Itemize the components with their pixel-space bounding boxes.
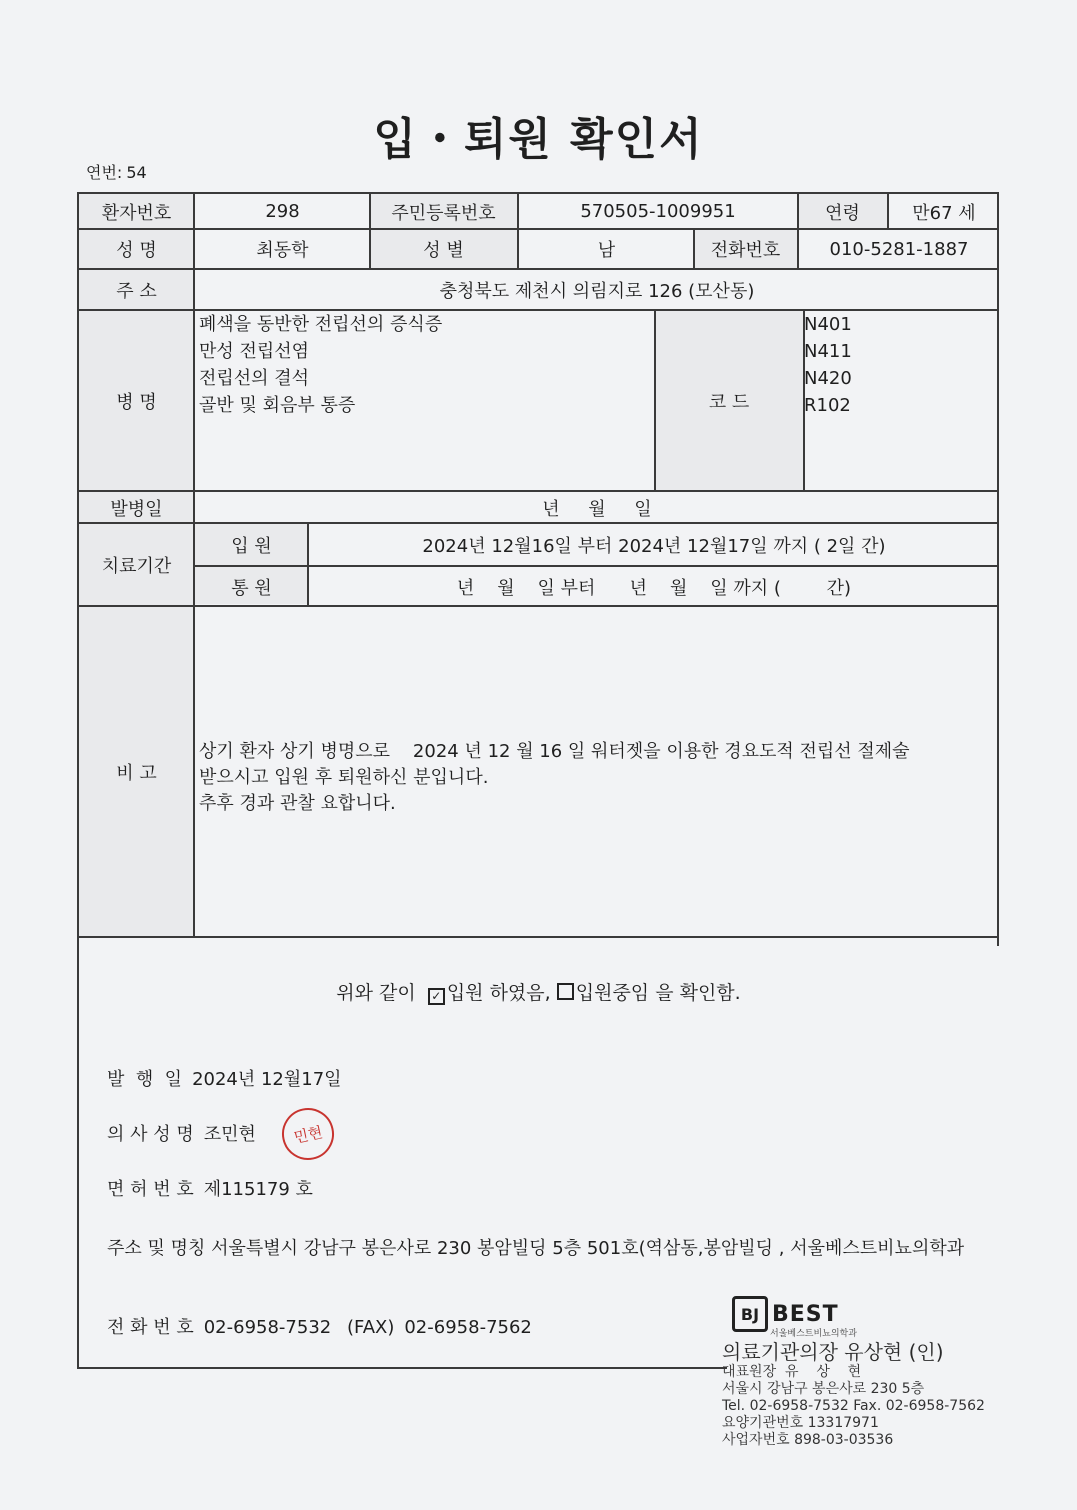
diagnosis-list — [199, 311, 649, 419]
clinic-business-number-line: 사업자번호 898-03-03536 — [722, 1432, 894, 1448]
issue-date-row — [107, 1065, 342, 1091]
phone-row — [107, 1313, 532, 1339]
code-item: N411 — [804, 341, 852, 362]
remarks-line: 받으시고 입원 후 퇴원하신 분입니다. — [199, 767, 489, 788]
option-hospitalized: 입원중임 — [575, 982, 650, 1004]
name-value: 최동학 — [256, 240, 309, 261]
confirmation-prefix: 위와 같이 — [336, 982, 422, 1004]
issue-date-value: 2024년 12월17일 — [192, 1069, 342, 1090]
phone-label: 전화번호 — [710, 240, 781, 261]
diagnosis-item: 골반 및 회음부 통증 — [199, 395, 356, 416]
clinic-logo-subtitle: 서울베스트비뇨의학과 — [770, 1329, 857, 1339]
inpatient-period: 2024년 12월16일 부터 2024년 12월17일 까지 ( 2일 간) — [422, 535, 886, 557]
outpatient-label: 통 원 — [231, 577, 272, 599]
sex-label: 성 별 — [423, 240, 464, 261]
address-label: 주 소 — [116, 281, 157, 302]
address-value: 충청북도 제천시 의림지로 126 (모산동) — [439, 281, 755, 302]
age-label: 연령 — [825, 202, 860, 224]
diagnosis-item: 전립선의 결석 — [199, 368, 310, 389]
rrn-label: 주민등록번호 — [391, 202, 496, 224]
fax-value: 02-6958-7562 — [404, 1317, 532, 1338]
code-item: R102 — [804, 395, 851, 416]
clinic-director-line: 대표원장 유 상 현 — [722, 1364, 862, 1380]
remarks-label: 비 고 — [116, 762, 157, 784]
license-value: 제115179 호 — [203, 1179, 313, 1200]
license-label: 면 허 번 호 — [107, 1179, 194, 1200]
fax-label: (FAX) — [346, 1317, 395, 1338]
remarks-line: 추후 경과 관찰 요합니다. — [199, 793, 396, 814]
phone-value: 010-5281-1887 — [829, 238, 969, 260]
doctor-name: 조민현 — [203, 1124, 256, 1145]
patient-id-value: 298 — [265, 201, 300, 222]
issuer-address-label: 주소 및 명칭 — [107, 1238, 206, 1259]
serial-label: 연번: — [86, 163, 123, 182]
serial-number — [82, 160, 147, 183]
diagnosis-item: 폐색을 동반한 전립선의 증식증 — [199, 314, 443, 335]
clinic-logo-name: BEST — [772, 1301, 839, 1327]
record-table — [77, 192, 999, 938]
rrn-value: 570505-1009951 — [580, 201, 736, 222]
issuer-phone-label: 전 화 번 호 — [107, 1317, 194, 1338]
issuer-address-value: 서울특별시 강남구 봉은사로 230 봉암빌딩 5층 501호(역삼동,봉암빌딩 , 서울베스트비뇨의학과 — [211, 1238, 965, 1259]
license-row — [107, 1175, 313, 1201]
doctor-row — [107, 1120, 256, 1146]
sex-value: 남 — [597, 240, 616, 261]
age-value: 만67 세 — [912, 202, 976, 224]
code-label: 코 드 — [708, 392, 750, 413]
clinic-address-line: 서울시 강남구 봉은사로 230 5층 — [722, 1381, 925, 1397]
inpatient-label: 입 원 — [231, 535, 272, 557]
diagnosis-label: 병 명 — [116, 392, 157, 413]
issuer-phone-value: 02-6958-7532 — [203, 1317, 332, 1338]
doctor-seal-stamp: 민현 — [277, 1103, 339, 1165]
checkbox-admitted-checked-icon: ✓ — [428, 988, 445, 1005]
name-label: 성 명 — [116, 240, 157, 261]
issuer-address — [80, 1236, 995, 1262]
document-title: 입・퇴원 확인서 — [373, 114, 704, 165]
option-admitted: 입원 하였음, — [446, 982, 551, 1004]
serial-value: 54 — [126, 163, 147, 182]
clinic-contact-line: Tel. 02-6958-7532 Fax. 02-6958-7562 — [722, 1398, 985, 1414]
onset-label: 발병일 — [110, 498, 163, 520]
onset-value: 년 월 일 — [542, 498, 652, 520]
treatment-label: 치료기간 — [101, 556, 172, 577]
code-list — [804, 311, 994, 419]
clinic-head-line: 의료기관의장 유상현 (인) — [722, 1340, 944, 1364]
clinic-seal — [722, 1340, 985, 1449]
doctor-label: 의 사 성 명 — [107, 1124, 194, 1145]
confirmation-suffix: 을 확인함. — [649, 982, 741, 1004]
patient-id-label: 환자번호 — [101, 202, 172, 224]
diagnosis-item: 만성 전립선염 — [199, 341, 310, 362]
issue-date-label: 발 행 일 — [107, 1069, 183, 1090]
clinic-logo-icon: BJ — [732, 1296, 768, 1332]
confirmation-statement — [0, 978, 1077, 1005]
remarks-text — [199, 739, 999, 817]
code-item: N420 — [804, 368, 852, 389]
code-item: N401 — [804, 314, 852, 335]
outpatient-period: 년 월 일 부터 년 월 일 까지 ( 간) — [456, 577, 852, 599]
checkbox-hospitalized-empty-icon — [557, 983, 574, 1000]
clinic-care-number-line: 요양기관번호 13317971 — [722, 1415, 879, 1431]
remarks-line: 상기 환자 상기 병명으로 2024 년 12 월 16 일 워터젯을 이용한 경요도적 전립선 절제술 — [199, 741, 910, 762]
